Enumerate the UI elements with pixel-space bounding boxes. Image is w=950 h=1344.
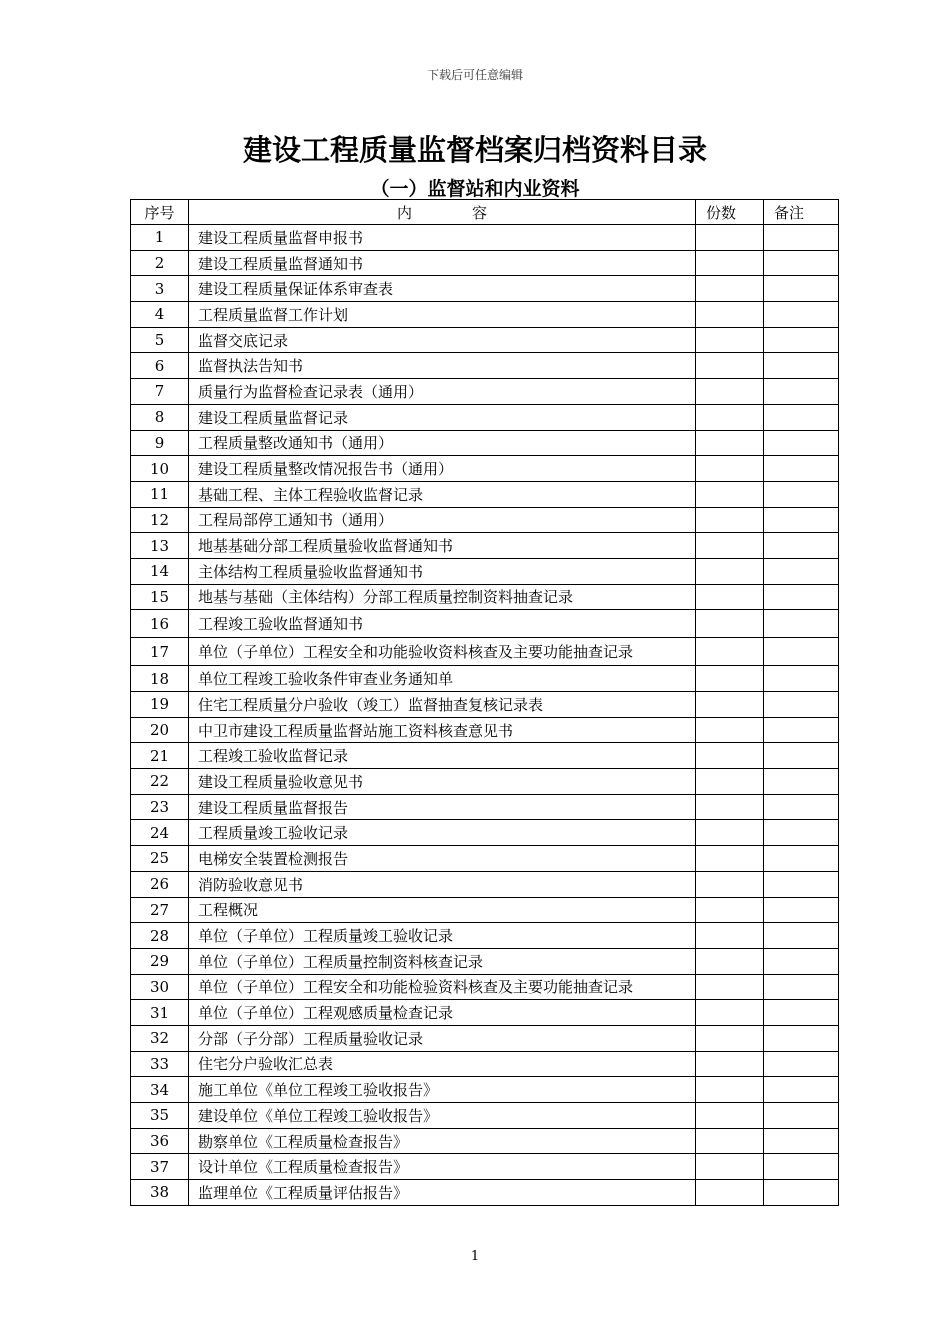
row-number: 18 bbox=[131, 666, 189, 692]
row-content: 施工单位《单位工程竣工验收报告》 bbox=[189, 1077, 696, 1103]
section-title: （一）监督站和内业资料 bbox=[370, 178, 580, 200]
row-remark bbox=[764, 1000, 839, 1026]
row-number: 17 bbox=[131, 638, 189, 666]
table-header-row bbox=[131, 200, 839, 225]
row-number: 20 bbox=[131, 717, 189, 743]
row-number: 6 bbox=[131, 353, 189, 379]
row-copies bbox=[696, 327, 764, 353]
table-row bbox=[131, 1000, 839, 1026]
table-row bbox=[131, 327, 839, 353]
row-remark bbox=[764, 353, 839, 379]
row-copies bbox=[696, 507, 764, 533]
row-remark bbox=[764, 871, 839, 897]
table-row bbox=[131, 974, 839, 1000]
table-row bbox=[131, 1025, 839, 1051]
table-row bbox=[131, 948, 839, 974]
row-remark bbox=[764, 250, 839, 276]
row-content: 基础工程、主体工程验收监督记录 bbox=[189, 481, 696, 507]
row-number: 19 bbox=[131, 692, 189, 718]
row-remark bbox=[764, 743, 839, 769]
row-number: 2 bbox=[131, 250, 189, 276]
row-remark bbox=[764, 302, 839, 328]
table-row bbox=[131, 430, 839, 456]
row-content: 工程竣工验收监督通知书 bbox=[189, 610, 696, 638]
table-row bbox=[131, 692, 839, 718]
table-row bbox=[131, 1077, 839, 1103]
row-number: 27 bbox=[131, 897, 189, 923]
row-number: 36 bbox=[131, 1128, 189, 1154]
row-content: 建设工程质量监督申报书 bbox=[189, 225, 696, 251]
row-copies bbox=[696, 1077, 764, 1103]
row-number: 35 bbox=[131, 1103, 189, 1129]
row-copies bbox=[696, 379, 764, 405]
row-copies bbox=[696, 846, 764, 872]
table-row bbox=[131, 584, 839, 610]
row-remark bbox=[764, 1103, 839, 1129]
table-row bbox=[131, 717, 839, 743]
row-remark bbox=[764, 456, 839, 482]
row-remark bbox=[764, 430, 839, 456]
row-remark bbox=[764, 666, 839, 692]
row-content: 建设单位《单位工程竣工验收报告》 bbox=[189, 1103, 696, 1129]
row-content: 单位工程竣工验收条件审查业务通知单 bbox=[189, 666, 696, 692]
row-content: 电梯安全装置检测报告 bbox=[189, 846, 696, 872]
row-copies bbox=[696, 717, 764, 743]
row-remark bbox=[764, 923, 839, 949]
row-remark bbox=[764, 276, 839, 302]
row-copies bbox=[696, 897, 764, 923]
table-row bbox=[131, 225, 839, 251]
row-content: 住宅分户验收汇总表 bbox=[189, 1051, 696, 1077]
table-row bbox=[131, 379, 839, 405]
table-row bbox=[131, 1051, 839, 1077]
row-number: 14 bbox=[131, 558, 189, 584]
row-content: 单位（子单位）工程观感质量检查记录 bbox=[189, 1000, 696, 1026]
row-remark bbox=[764, 974, 839, 1000]
row-copies bbox=[696, 558, 764, 584]
row-copies bbox=[696, 1180, 764, 1206]
row-copies bbox=[696, 302, 764, 328]
row-number: 10 bbox=[131, 456, 189, 482]
header-content: 内 容 bbox=[189, 200, 696, 225]
row-number: 13 bbox=[131, 533, 189, 559]
row-remark bbox=[764, 897, 839, 923]
row-content: 地基基础分部工程质量验收监督通知书 bbox=[189, 533, 696, 559]
row-copies bbox=[696, 743, 764, 769]
table-row bbox=[131, 456, 839, 482]
row-content: 工程局部停工通知书（通用） bbox=[189, 507, 696, 533]
row-content: 工程竣工验收监督记录 bbox=[189, 743, 696, 769]
table-row bbox=[131, 871, 839, 897]
row-remark bbox=[764, 558, 839, 584]
row-copies bbox=[696, 820, 764, 846]
row-remark bbox=[764, 1077, 839, 1103]
catalog-table bbox=[130, 199, 839, 1206]
document-title: 建设工程质量监督档案归档资料目录 bbox=[242, 133, 707, 167]
table-row bbox=[131, 769, 839, 795]
row-number: 4 bbox=[131, 302, 189, 328]
row-content: 中卫市建设工程质量监督站施工资料核查意见书 bbox=[189, 717, 696, 743]
row-content: 单位（子单位）工程质量竣工验收记录 bbox=[189, 923, 696, 949]
row-content: 监理单位《工程质量评估报告》 bbox=[189, 1180, 696, 1206]
row-remark bbox=[764, 1128, 839, 1154]
row-copies bbox=[696, 430, 764, 456]
row-remark bbox=[764, 1180, 839, 1206]
row-remark bbox=[764, 769, 839, 795]
row-number: 3 bbox=[131, 276, 189, 302]
row-copies bbox=[696, 533, 764, 559]
row-remark bbox=[764, 638, 839, 666]
row-remark bbox=[764, 794, 839, 820]
page-number: 1 bbox=[470, 1249, 480, 1264]
row-copies bbox=[696, 353, 764, 379]
row-remark bbox=[764, 533, 839, 559]
row-copies bbox=[696, 584, 764, 610]
table-row bbox=[131, 923, 839, 949]
table-row bbox=[131, 1128, 839, 1154]
row-number: 24 bbox=[131, 820, 189, 846]
header-remark: 备注 bbox=[764, 200, 839, 225]
row-remark bbox=[764, 717, 839, 743]
row-number: 33 bbox=[131, 1051, 189, 1077]
row-content: 工程质量竣工验收记录 bbox=[189, 820, 696, 846]
row-remark bbox=[764, 584, 839, 610]
header-note: 下载后可任意编辑 bbox=[426, 68, 523, 82]
table-row bbox=[131, 666, 839, 692]
table-row bbox=[131, 533, 839, 559]
row-copies bbox=[696, 1025, 764, 1051]
table-row bbox=[131, 610, 839, 638]
row-content: 建设工程质量监督报告 bbox=[189, 794, 696, 820]
table-row bbox=[131, 276, 839, 302]
row-number: 15 bbox=[131, 584, 189, 610]
row-copies bbox=[696, 481, 764, 507]
row-content: 单位（子单位）工程安全和功能检验资料核查及主要功能抽查记录 bbox=[189, 974, 696, 1000]
table-row bbox=[131, 820, 839, 846]
table-row bbox=[131, 638, 839, 666]
row-copies bbox=[696, 1128, 764, 1154]
row-remark bbox=[764, 404, 839, 430]
table-row bbox=[131, 1154, 839, 1180]
table-row bbox=[131, 1180, 839, 1206]
row-number: 29 bbox=[131, 948, 189, 974]
row-content: 工程质量监督工作计划 bbox=[189, 302, 696, 328]
row-number: 16 bbox=[131, 610, 189, 638]
row-copies bbox=[696, 250, 764, 276]
table-row bbox=[131, 481, 839, 507]
table-row bbox=[131, 846, 839, 872]
row-number: 5 bbox=[131, 327, 189, 353]
row-number: 30 bbox=[131, 974, 189, 1000]
row-remark bbox=[764, 481, 839, 507]
row-remark bbox=[764, 948, 839, 974]
row-content: 单位（子单位）工程安全和功能验收资料核查及主要功能抽查记录 bbox=[189, 638, 696, 666]
row-copies bbox=[696, 974, 764, 1000]
row-copies bbox=[696, 923, 764, 949]
row-copies bbox=[696, 871, 764, 897]
row-remark bbox=[764, 1154, 839, 1180]
row-number: 11 bbox=[131, 481, 189, 507]
row-number: 32 bbox=[131, 1025, 189, 1051]
table-row bbox=[131, 794, 839, 820]
row-content: 建设工程质量监督记录 bbox=[189, 404, 696, 430]
row-copies bbox=[696, 1000, 764, 1026]
row-number: 38 bbox=[131, 1180, 189, 1206]
row-remark bbox=[764, 692, 839, 718]
table-row bbox=[131, 1103, 839, 1129]
row-number: 9 bbox=[131, 430, 189, 456]
row-copies bbox=[696, 692, 764, 718]
row-content: 监督交底记录 bbox=[189, 327, 696, 353]
row-content: 消防验收意见书 bbox=[189, 871, 696, 897]
table-row bbox=[131, 302, 839, 328]
row-copies bbox=[696, 456, 764, 482]
row-number: 1 bbox=[131, 225, 189, 251]
row-remark bbox=[764, 1025, 839, 1051]
row-number: 25 bbox=[131, 846, 189, 872]
row-copies bbox=[696, 794, 764, 820]
header-copies: 份数 bbox=[696, 200, 764, 225]
row-number: 28 bbox=[131, 923, 189, 949]
row-content: 地基与基础（主体结构）分部工程质量控制资料抽查记录 bbox=[189, 584, 696, 610]
header-no: 序号 bbox=[131, 200, 189, 225]
row-copies bbox=[696, 1051, 764, 1077]
table-row bbox=[131, 897, 839, 923]
row-content: 建设工程质量保证体系审查表 bbox=[189, 276, 696, 302]
row-content: 工程质量整改通知书（通用） bbox=[189, 430, 696, 456]
row-remark bbox=[764, 379, 839, 405]
row-remark bbox=[764, 610, 839, 638]
row-content: 分部（子分部）工程质量验收记录 bbox=[189, 1025, 696, 1051]
row-content: 设计单位《工程质量检查报告》 bbox=[189, 1154, 696, 1180]
row-content: 主体结构工程质量验收监督通知书 bbox=[189, 558, 696, 584]
row-content: 监督执法告知书 bbox=[189, 353, 696, 379]
row-number: 23 bbox=[131, 794, 189, 820]
row-content: 住宅工程质量分户验收（竣工）监督抽查复核记录表 bbox=[189, 692, 696, 718]
row-remark bbox=[764, 1051, 839, 1077]
row-number: 12 bbox=[131, 507, 189, 533]
table-row bbox=[131, 404, 839, 430]
row-copies bbox=[696, 666, 764, 692]
row-remark bbox=[764, 225, 839, 251]
row-copies bbox=[696, 769, 764, 795]
row-content: 建设工程质量监督通知书 bbox=[189, 250, 696, 276]
row-number: 26 bbox=[131, 871, 189, 897]
row-content: 建设工程质量整改情况报告书（通用） bbox=[189, 456, 696, 482]
row-copies bbox=[696, 610, 764, 638]
row-number: 34 bbox=[131, 1077, 189, 1103]
row-copies bbox=[696, 1103, 764, 1129]
row-content: 勘察单位《工程质量检查报告》 bbox=[189, 1128, 696, 1154]
row-remark bbox=[764, 820, 839, 846]
table-row bbox=[131, 250, 839, 276]
row-number: 21 bbox=[131, 743, 189, 769]
row-number: 37 bbox=[131, 1154, 189, 1180]
table-row bbox=[131, 507, 839, 533]
table-row bbox=[131, 558, 839, 584]
row-content: 单位（子单位）工程质量控制资料核查记录 bbox=[189, 948, 696, 974]
row-content: 质量行为监督检查记录表（通用） bbox=[189, 379, 696, 405]
row-content: 工程概况 bbox=[189, 897, 696, 923]
row-number: 8 bbox=[131, 404, 189, 430]
row-copies bbox=[696, 404, 764, 430]
row-copies bbox=[696, 1154, 764, 1180]
row-remark bbox=[764, 327, 839, 353]
row-copies bbox=[696, 948, 764, 974]
row-number: 22 bbox=[131, 769, 189, 795]
row-number: 7 bbox=[131, 379, 189, 405]
row-copies bbox=[696, 225, 764, 251]
row-content: 建设工程质量验收意见书 bbox=[189, 769, 696, 795]
row-copies bbox=[696, 638, 764, 666]
row-remark bbox=[764, 507, 839, 533]
row-copies bbox=[696, 276, 764, 302]
table-row bbox=[131, 353, 839, 379]
table-row bbox=[131, 743, 839, 769]
row-number: 31 bbox=[131, 1000, 189, 1026]
row-remark bbox=[764, 846, 839, 872]
